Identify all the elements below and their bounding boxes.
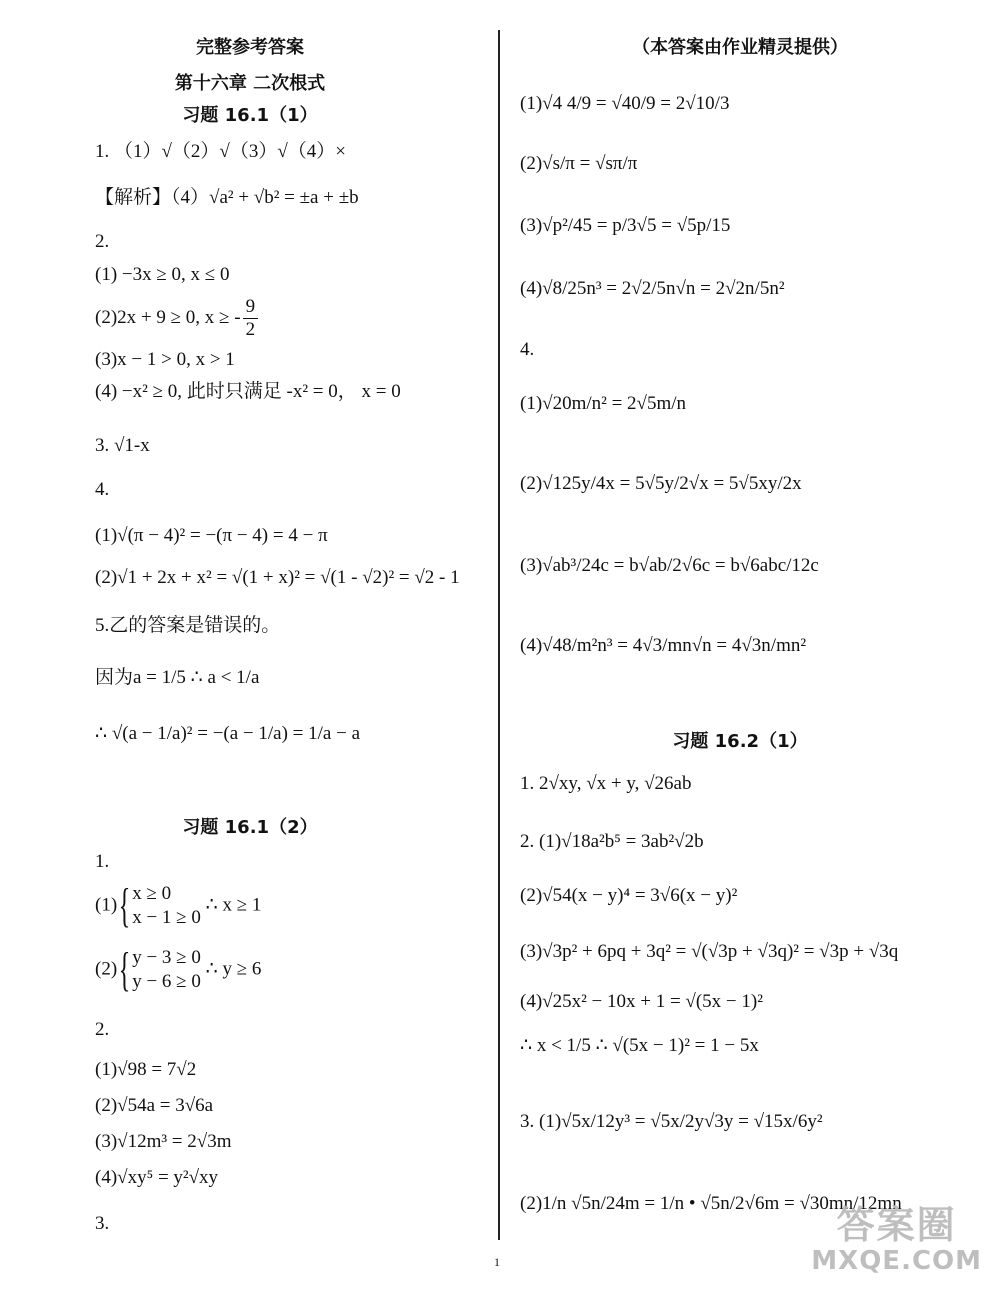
section-16-1-1-title: 习题 16.1（1） — [182, 105, 318, 126]
q4-part1: (1)√(π − 4)² = −(π − 4) = 4 − π — [95, 525, 328, 546]
r4-part4: (4)√48/m²n³ = 4√3/mn√n = 4√3n/mn² — [520, 635, 807, 656]
q2-label: 2. — [95, 231, 110, 252]
s2-q2-part1: (1)√98 = 7√2 — [95, 1059, 197, 1080]
t2-part2: (2)√54(x − y)⁴ = 3√6(x − y)² — [520, 885, 738, 906]
system-top: x ≥ 0 — [132, 883, 172, 904]
s2-q1-part1 — [95, 879, 262, 932]
r3-part2: (2)√s/π = √sπ/π — [520, 153, 638, 174]
column-divider — [498, 30, 500, 1240]
t2-part5: ∴ x < 1/5 ∴ √(5x − 1)² = 1 − 5x — [520, 1035, 759, 1056]
analysis-tag: 【解析】 — [95, 187, 172, 208]
r4-label: 4. — [520, 339, 535, 360]
chapter-title: 第十六章 二次根式 — [174, 73, 326, 94]
part-label-1: (1) — [95, 894, 118, 916]
s2-q2-part2: (2)√54a = 3√6a — [95, 1095, 214, 1116]
r3-part1: (1)√4 4/9 = √40/9 = 2√10/3 — [520, 93, 730, 114]
q5-statement: 5.乙的答案是错误的。 — [95, 615, 281, 636]
t2-part1: 2. (1)√18a²b⁵ = 3ab²√2b — [520, 831, 704, 852]
provider-note: （本答案由作业精灵提供） — [632, 37, 848, 58]
section-16-1-2-title: 习题 16.1（2） — [182, 817, 318, 838]
t3-part2: (2)1/n √5n/24m = 1/n • √5n/2√6m = √30mn/12mn — [520, 1193, 902, 1214]
s2-q2-part4: (4)√xy⁵ = y²√xy — [95, 1167, 219, 1188]
left-brace-icon: { — [118, 879, 131, 932]
r4-part2: (2)√125y/4x = 5√5y/2√x = 5√5xy/2x — [520, 473, 802, 494]
left-brace-icon: { — [118, 943, 131, 996]
q2-part2-text: (2)2x + 9 ≥ 0, x ≥ - — [95, 306, 241, 328]
t2-part3: (3)√3p² + 6pq + 3q² = √(√3p + √3q)² = √3p + √3q — [520, 941, 899, 962]
watermark-domain: MXQE.COM — [811, 1246, 982, 1276]
q2-part2-fraction — [243, 296, 259, 341]
q3-answer: 3. √1-x — [95, 435, 150, 456]
system-top: y − 3 ≥ 0 — [132, 947, 201, 968]
system-result: ∴ x ≥ 1 — [205, 894, 262, 916]
r3-part3: (3)√p²/45 = p/3√5 = √5p/15 — [520, 215, 731, 236]
left-column — [0, 0, 480, 1289]
q5-therefore: ∴ √(a − 1/a)² = −(a − 1/a) = 1/a − a — [95, 723, 360, 744]
fraction-denominator: 2 — [245, 319, 256, 340]
s2-q3-label: 3. — [95, 1213, 110, 1234]
r4-part3: (3)√ab³/24c = b√ab/2√6c = b√6abc/12c — [520, 555, 819, 576]
q2-part3: (3)x − 1 > 0, x > 1 — [95, 349, 235, 370]
inequality-system — [132, 946, 201, 994]
t3-part1: 3. (1)√5x/12y³ = √5x/2y√3y = √15x/6y² — [520, 1111, 823, 1132]
s2-q2-part3: (3)√12m³ = 2√3m — [95, 1131, 232, 1152]
right-column — [505, 0, 995, 1289]
q4-label: 4. — [95, 479, 110, 500]
q2-part1: (1) −3x ≥ 0, x ≤ 0 — [95, 264, 230, 285]
s2-q2-label: 2. — [95, 1019, 110, 1040]
watermark-brand: 答案圈 — [836, 1203, 957, 1247]
answer-title: 完整参考答案 — [196, 37, 304, 58]
r4-part1: (1)√20m/n² = 2√5m/n — [520, 393, 687, 414]
part-label-2: (2) — [95, 958, 118, 980]
watermark-logo — [811, 1203, 982, 1275]
q1-answer: 1. （1）√（2）√（3）√（4）× — [95, 141, 346, 162]
inequality-system — [132, 882, 201, 930]
system-bottom: y − 6 ≥ 0 — [132, 971, 201, 992]
system-result: ∴ y ≥ 6 — [205, 958, 262, 980]
s2-q1-part2 — [95, 943, 262, 996]
system-bottom: x − 1 ≥ 0 — [132, 907, 201, 928]
q1-analysis — [95, 186, 359, 210]
section-16-2-1-title: 习题 16.2（1） — [672, 731, 808, 752]
s2-q1-label: 1. — [95, 851, 110, 872]
analysis-text: （4）√a² + √b² = ±a + ±b — [171, 187, 359, 208]
q5-because: 因为a = 1/5 ∴ a < 1/a — [95, 667, 260, 688]
q2-part4: (4) −x² ≥ 0, 此时只满足 -x² = 0， x = 0 — [95, 381, 401, 402]
page-number: 1 — [494, 1255, 500, 1269]
t2-part4: (4)√25x² − 10x + 1 = √(5x − 1)² — [520, 991, 763, 1012]
q4-part2: (2)√1 + 2x + x² = √(1 + x)² = √(1 - √2)² = √2 - 1 — [95, 567, 460, 588]
r3-part4: (4)√8/25n³ = 2√2/5n√n = 2√2n/5n² — [520, 278, 785, 299]
q2-part2 — [95, 296, 260, 341]
fraction-numerator: 9 — [243, 296, 259, 319]
t1-answer: 1. 2√xy, √x + y, √26ab — [520, 773, 692, 794]
